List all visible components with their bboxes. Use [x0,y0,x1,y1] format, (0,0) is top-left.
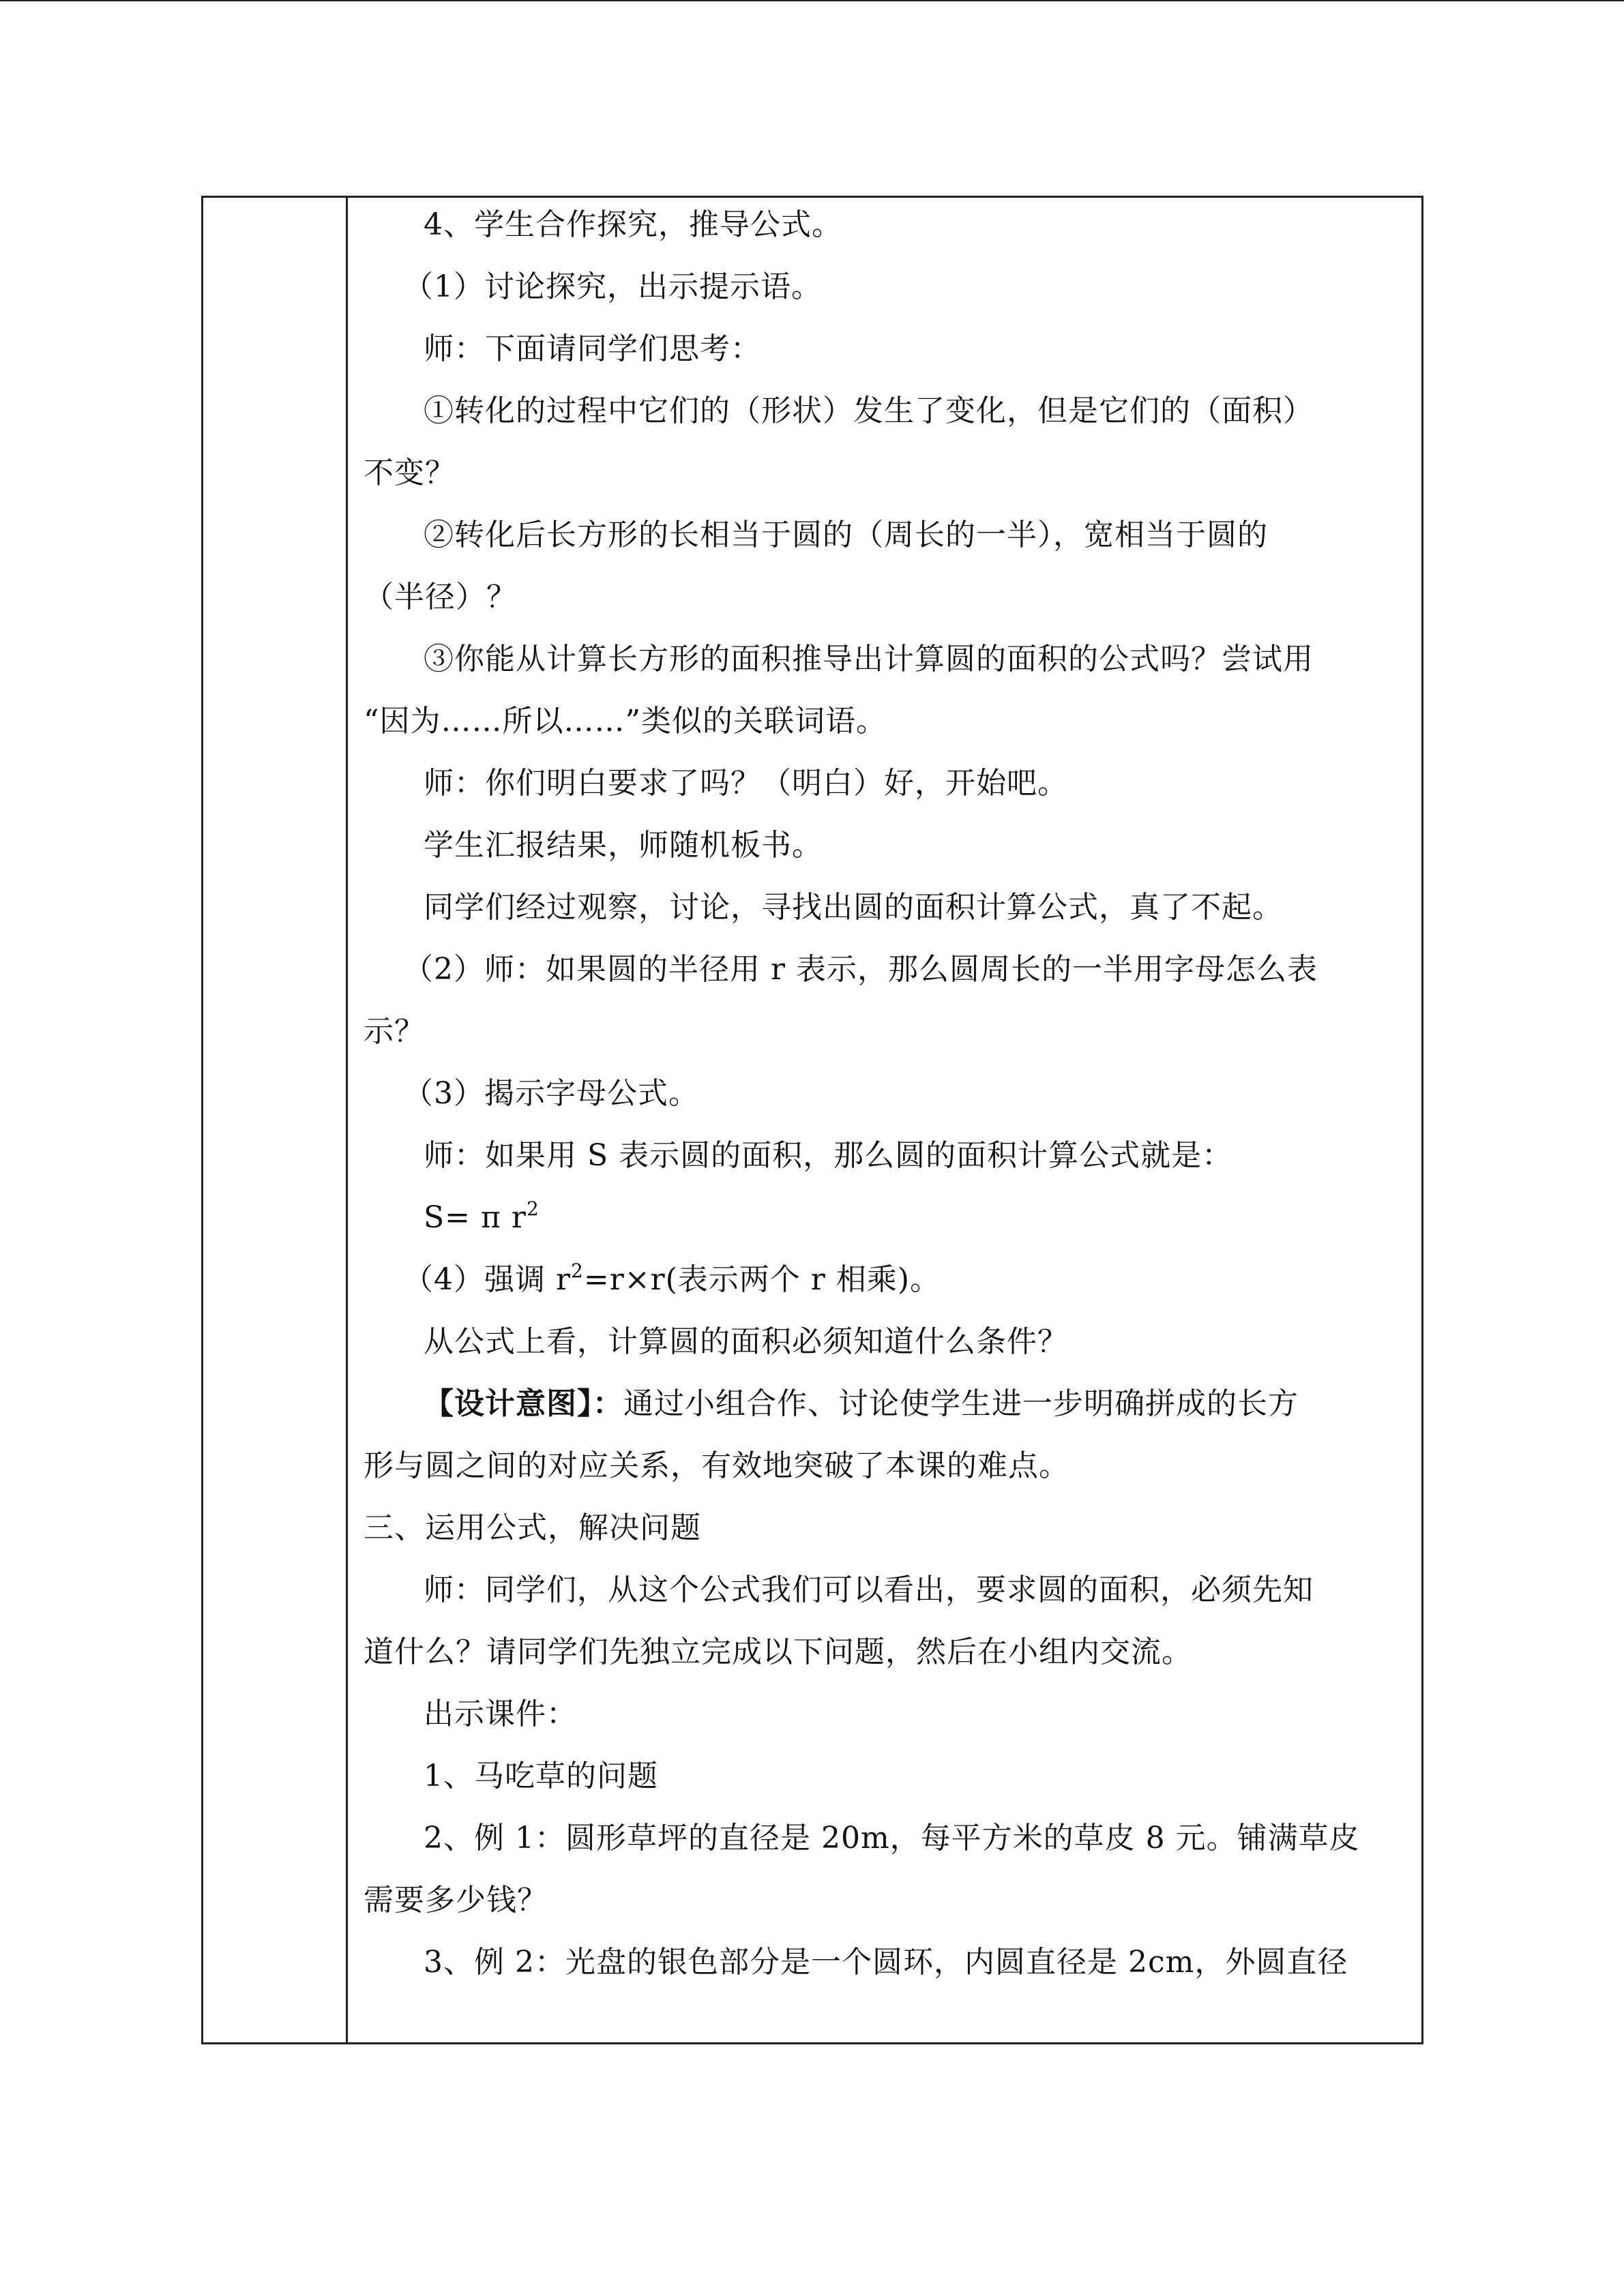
formula-text: S= π r [424,1200,527,1235]
formula-line [424,1197,540,1238]
table-left-column [203,198,348,2042]
text-line: 道什么？请同学们先独立完成以下问题，然后在小组内交流。 [364,1635,1192,1669]
text-line [403,1259,941,1300]
text-line: 示？ [364,1014,425,1049]
emphasis-text-rest: =r×r(表示两个 r 相乘)。 [583,1262,941,1297]
text-line: ②转化后长方形的长相当于圆的（周长的一半），宽相当于圆的 [424,518,1268,552]
text-line: （1）讨论探究，出示提示语。 [403,269,822,304]
text-line: 同学们经过观察，讨论，寻找出圆的面积计算公式，真了不起。 [424,890,1283,925]
design-intent-text: 通过小组合作、讨论使学生进一步明确拼成的长方 [623,1386,1299,1421]
text-line: 师：下面请同学们思考： [424,331,761,366]
text-line: 出示课件： [424,1697,577,1731]
design-intent-label: 【设计意图】： [424,1386,623,1421]
text-line: 师：如果用 S 表示圆的面积，那么圆的面积计算公式就是： [424,1138,1233,1173]
text-line: 3、例 2：光盘的银色部分是一个圆环，内圆直径是 2cm，外圆直径 [424,1945,1348,1980]
text-line: （2）师：如果圆的半径用 r 表示，那么圆周长的一半用字母怎么表 [403,952,1318,987]
lesson-table [201,196,1423,2044]
text-line: （3）揭示字母公式。 [403,1076,699,1111]
emphasis-exponent: 2 [571,1259,584,1282]
text-line: “因为……所以……”类似的关联词语。 [364,704,887,739]
text-line: 2、例 1：圆形草坪的直径是 20m，每平方米的草皮 8 元。铺满草皮 [424,1821,1360,1855]
page-top-rule [0,0,1624,1]
text-line: 形与圆之间的对应关系，有效地突破了本课的难点。 [364,1448,1069,1483]
text-line: 不变？ [364,456,456,490]
text-line: ①转化的过程中它们的（形状）发生了变化，但是它们的（面积） [424,393,1314,428]
text-line: （半径）？ [364,580,517,614]
text-line: 师：同学们，从这个公式我们可以看出，要求圆的面积，必须先知 [424,1572,1314,1607]
section-heading: 三、运用公式，解决问题 [364,1510,701,1545]
text-line: 从公式上看，计算圆的面积必须知道什么条件？ [424,1324,1068,1359]
text-line: 4、学生合作探究，推导公式。 [424,207,842,242]
design-intent-line [424,1384,1299,1425]
text-line: 需要多少钱？ [364,1883,548,1918]
text-line: ③你能从计算长方形的面积推导出计算圆的面积的公式吗？尝试用 [424,642,1314,676]
text-line: 1、马吃草的问题 [424,1759,658,1793]
emphasis-text: （4）强调 r [403,1262,572,1297]
formula-exponent: 2 [526,1197,540,1220]
text-line: 师：你们明白要求了吗？（明白）好，开始吧。 [424,766,1068,801]
text-line: 学生汇报结果，师随机板书。 [424,828,823,863]
